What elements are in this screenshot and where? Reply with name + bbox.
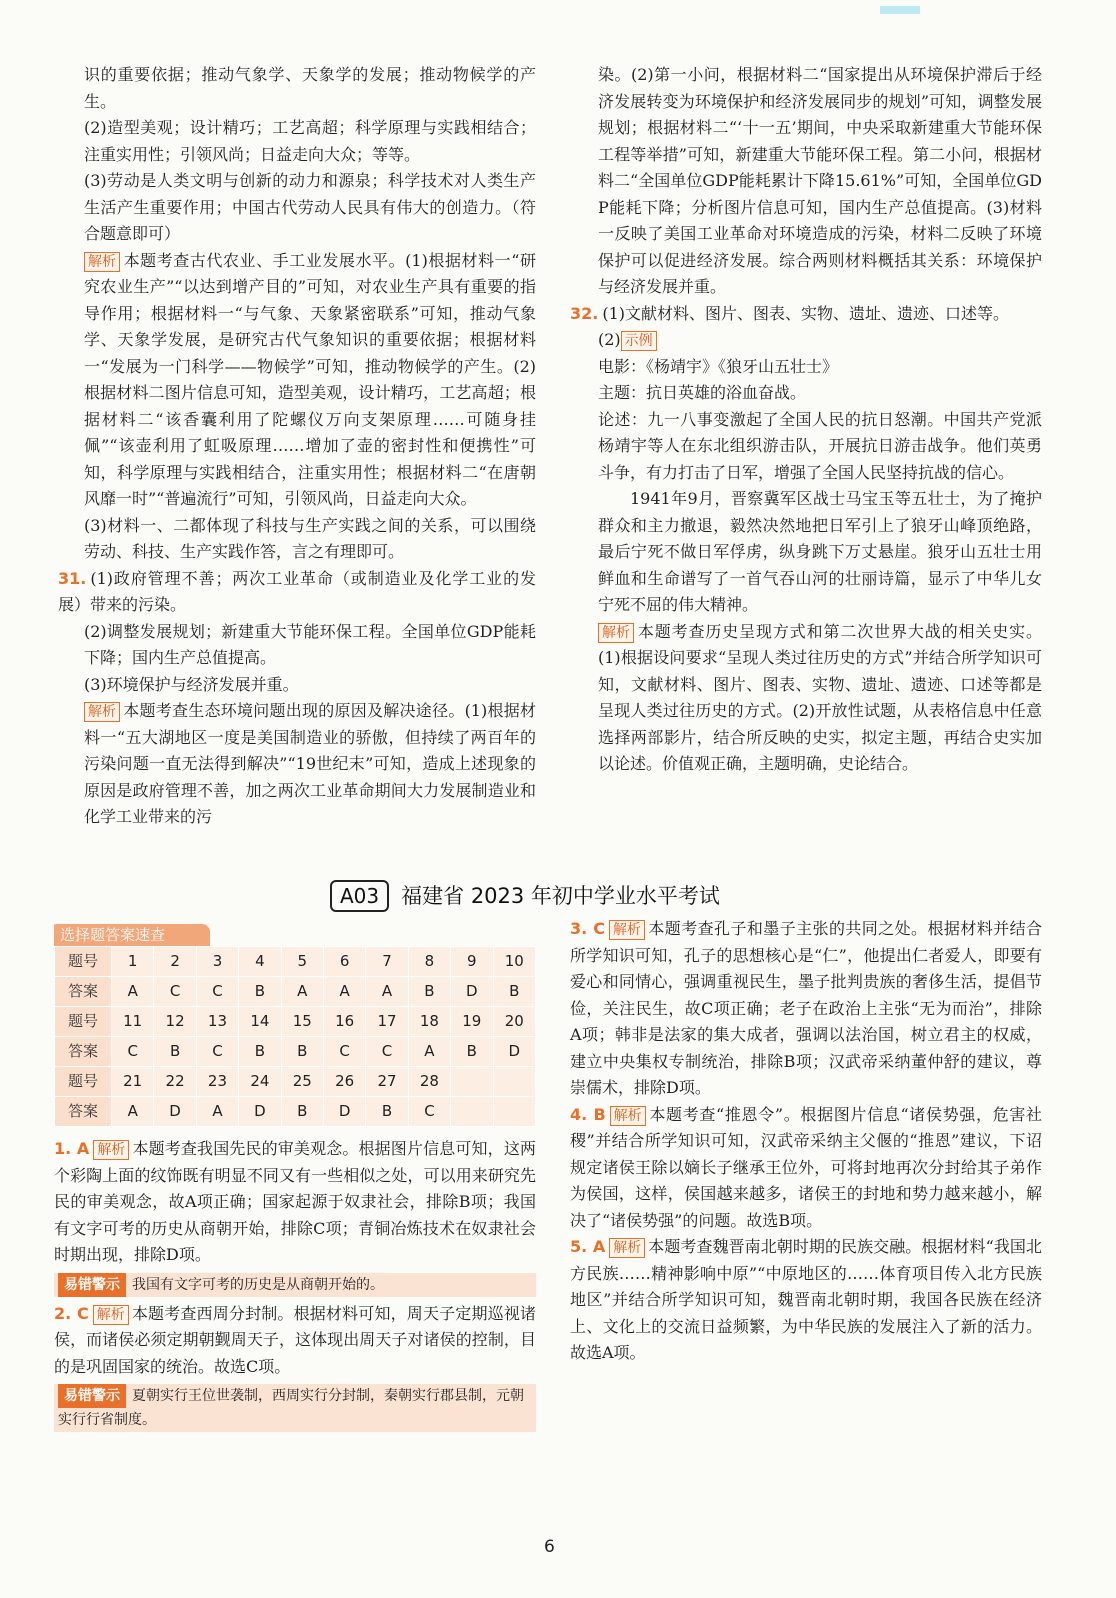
- analysis-tag: 解析: [609, 920, 645, 940]
- answer-table-cell: C: [154, 977, 196, 1007]
- section-code: A03: [330, 880, 389, 912]
- answer-table-cell: C: [196, 1037, 238, 1067]
- answer-table-cell: A: [281, 977, 323, 1007]
- answer-table-cell: 16: [323, 1007, 365, 1037]
- answer-table-cell: 3: [196, 947, 238, 977]
- answer-table-cell: D: [493, 1037, 535, 1067]
- answer-table-cell: 12: [154, 1007, 196, 1037]
- warning-box-2: 易错警示 夏朝实行王位世袭制，西周实行分封制，秦朝实行郡县制，元朝实行行省制度。: [54, 1384, 536, 1432]
- answer-table-cell: C: [323, 1037, 365, 1067]
- answer-table-cell: D: [154, 1097, 196, 1127]
- answer-table-row-label: 答案: [55, 977, 112, 1007]
- answer-table-cell: 20: [493, 1007, 535, 1037]
- answer-table-cell: 8: [408, 947, 450, 977]
- answer-table-row-label: 题号: [55, 1067, 112, 1097]
- answer-table-cell: 7: [366, 947, 408, 977]
- q3-number: 3. C: [570, 919, 605, 938]
- q2-number: 2. C: [54, 1303, 89, 1323]
- answer-table-row: [55, 1097, 536, 1127]
- answer-table-cell: 17: [366, 1007, 408, 1037]
- q30-answer-3: (3)劳动是人类文明与创新的动力和源泉；科学技术对人类生产生活产生重要作用；中国古代劳动人民具有伟大的创造力。（符合题意即可）: [84, 171, 536, 243]
- q31-analysis-cont: 染。(2)第一小问，根据材料二“国家提出从环境保护滞后于经济发展转变为环境保护和经济发展同步的规划”可知，调整发展规划；根据材料二“‘十一五’期间，中央采取新建重大节能环保工程等举措”可知，新建重大节能环保工程。第二小问，根据材料二“全国单位GDP能耗累计下降15.61%”可知，全国单位GDP能耗下降；分析图片信息可知，国内生产总值提高。(3)材料一反映了美国工业革命对环境造成的污染，材料二反映了环境保护可以促进经济发展。综合两则材料概括其关系：环境保护与经济发展并重。: [598, 65, 1042, 296]
- answer-table-cell: 13: [196, 1007, 238, 1037]
- q30-answer-2: (2)造型美观；设计精巧；工艺高超；科学原理与实践相结合；注重实用性；引领风尚；日益走向大众；等等。: [84, 118, 536, 164]
- q32-paragraph-2: 1941年9月，晋察冀军区战士马宝玉等五壮士，为了掩护群众和主力撤退，毅然决然地把日军引上了狼牙山峰顶绝路，最后宁死不做日军俘虏，纵身跳下万丈悬崖。狼牙山五壮士用鲜血和生命谱写了一首气吞山河的壮丽诗篇，显示了中华儿女宁死不屈的伟大精神。: [598, 489, 1042, 614]
- answer-table-row: [55, 1037, 536, 1067]
- analysis-tag: 解析: [93, 1140, 129, 1160]
- answer-table-cell: 22: [154, 1067, 196, 1097]
- q32-number: 32.: [570, 303, 599, 323]
- q31-number: 31.: [58, 568, 87, 588]
- answer-table-cell: B: [239, 977, 281, 1007]
- analysis-tag: 解析: [598, 623, 634, 643]
- analysis-tag: 解析: [84, 252, 120, 272]
- lower-right-column: [570, 916, 1042, 1367]
- answer-table-cell: 9: [451, 947, 493, 977]
- answer-table-cell: B: [281, 1097, 323, 1127]
- answer-table-cell: D: [451, 977, 493, 1007]
- answer-table-cell: A: [112, 977, 154, 1007]
- answer-table-row: [55, 1067, 536, 1097]
- answer-table-cell: 23: [196, 1067, 238, 1097]
- answer-table-cell: B: [239, 1037, 281, 1067]
- q31-answer-3: (3)环境保护与经济发展并重。: [84, 674, 299, 694]
- q32-argument: 论述：九一八事变激起了全国人民的抗日怒潮。中国共产党派杨靖宇等人在东北组织游击队，开展抗日游击战争。他们英勇斗争，有力打击了日军，增强了全国人民坚持抗战的信心。: [598, 409, 1042, 482]
- answer-table-cell: 5: [281, 947, 323, 977]
- answer-table-cell: 25: [281, 1067, 323, 1097]
- answer-table-cell: 27: [366, 1067, 408, 1097]
- q32-answer-2: (2) 示例: [598, 327, 1042, 354]
- section-title: [330, 878, 720, 914]
- q2-analysis: 2. C 解析 本题考查西周分封制。根据材料可知，周天子定期巡视诸侯，而诸侯必须定期朝觐周天子，这体现出周天子对诸侯的控制，目的是巩固国家的统治。故选C项。: [54, 1303, 536, 1376]
- answer-table-cell: A: [196, 1097, 238, 1127]
- answer-table-cell: 15: [281, 1007, 323, 1037]
- q31-answer-1: 31. (1)政府管理不善；两次工业革命（或制造业及化学工业的发展）带来的污染。: [58, 568, 536, 614]
- answer-table-row-label: 答案: [55, 1097, 112, 1127]
- answer-table: [54, 946, 536, 1127]
- section-name: 福建省 2023 年初中学业水平考试: [401, 883, 720, 908]
- q32-analysis: 解析 本题考查历史呈现方式和第二次世界大战的相关史实。(1)根据设问要求“呈现人类过往历史的方式”并结合所学知识可知，文献材料、图片、图表、实物、遗址、遗迹、口述等都是呈现人类过往历史的方式。(2)开放性试题，从表格信息中任意选择两部影片，结合所反映的史实，拟定主题，再结合史实加以论述。价值观正确，主题明确，史论结合。: [598, 621, 1042, 773]
- example-tag: 示例: [621, 331, 657, 351]
- q1-analysis: 1. A 解析 本题考查我国先民的审美观念。根据图片信息可知，这两个彩陶上面的纹饰既有明显不同又有一些相似之处，可以用来研究先民的审美观念，故A项正确；国家起源于奴隶社会，排除B项；我国有文字可考的历史从商朝开始，排除C项；青铜冶炼技术在奴隶社会时期出现，排除D项。: [54, 1139, 536, 1264]
- answer-table-cell: 2: [154, 947, 196, 977]
- q4-number: 4. B: [570, 1104, 606, 1124]
- answer-table-row-label: 题号: [55, 947, 112, 977]
- upper-left-column: [58, 62, 536, 831]
- answer-table-cell: 24: [239, 1067, 281, 1097]
- answer-table-cell: 28: [408, 1067, 450, 1097]
- warning-badge: 易错警示: [58, 1273, 126, 1297]
- answer-table-cell: 19: [451, 1007, 493, 1037]
- q31-answer-2: (2)调整发展规划；新建重大节能环保工程。全国单位GDP能耗下降；国内生产总值提高。: [84, 621, 536, 667]
- answer-table-cell: B: [281, 1037, 323, 1067]
- answer-table-cell: 11: [112, 1007, 154, 1037]
- answer-table-cell: 14: [239, 1007, 281, 1037]
- answer-table-cell: C: [408, 1097, 450, 1127]
- q32-theme: 主题：抗日英雄的浴血奋战。: [598, 383, 807, 402]
- answer-table-cell: A: [366, 977, 408, 1007]
- q30-answer-1: 识的重要依据；推动气象学、天象学的发展；推动物候学的产生。: [84, 65, 536, 111]
- lower-left-column: [54, 1136, 536, 1436]
- answer-table-cell: D: [323, 1097, 365, 1127]
- page-number: 6: [544, 1537, 555, 1557]
- analysis-tag: 解析: [84, 702, 120, 722]
- answer-table-cell: A: [112, 1097, 154, 1127]
- analysis-tag: 解析: [610, 1106, 646, 1126]
- answer-table-row: [55, 977, 536, 1007]
- q5-analysis: 5. A 解析 本题考查魏晋南北朝时期的民族交融。根据材料“我国北方民族……精神影响中原”“中原地区的……体育项目传入北方民族地区”并结合所学知识可知，魏晋南北朝时期，我国各民族在经济上、文化上的交流日益频繁，为中华民族的发展注入了新的活力。故选A项。: [570, 1237, 1042, 1362]
- answer-table-cell: C: [196, 977, 238, 1007]
- answer-table-cell: [451, 1067, 493, 1097]
- answer-table-cell: 21: [112, 1067, 154, 1097]
- answer-table-cell: 4: [239, 947, 281, 977]
- answer-table-cell: A: [323, 977, 365, 1007]
- answer-table-cell: B: [493, 977, 535, 1007]
- q32-film: 电影：《杨靖宇》《狼牙山五壮士》: [598, 356, 839, 376]
- q32-answer-1: 32. (1)文献材料、图片、图表、实物、遗址、遗迹、口述等。: [570, 303, 1010, 323]
- answer-table-cell: 18: [408, 1007, 450, 1037]
- answer-table-cell: 6: [323, 947, 365, 977]
- answer-table-cell: B: [451, 1037, 493, 1067]
- answer-table-row-label: 答案: [55, 1037, 112, 1067]
- q30-analysis: 解析 本题考查古代农业、手工业发展水平。(1)根据材料一“研究农业生产”“以达到增产目的”可知，对农业生产具有重要的指导作用；根据材料一“与气象、天象紧密联系”可知，推动气象学、天象学发展，是研究古代气象知识的重要依据；根据材料一“发展为一门科学——物候学”可知，推动物候学的产生。(2)根据材料二图片信息可知，造型美观，设计精巧，工艺高超；根据材料二“该香囊利用了陀螺仪万向支架原理……可随身挂佩”“该壶利用了虹吸原理……增加了壶的密封性和便携性”可知，科学原理与实践相结合，注重实用性；根据材料二“在唐朝风靡一时”“普遍流行”可知，引领风尚，日益走向大众。: [84, 250, 536, 508]
- answer-table-cell: B: [154, 1037, 196, 1067]
- top-decoration: [880, 6, 920, 14]
- answer-table-cell: [493, 1097, 535, 1127]
- answer-table-row-label: 题号: [55, 1007, 112, 1037]
- answer-table-row: [55, 947, 536, 977]
- answer-table-cell: C: [366, 1037, 408, 1067]
- analysis-tag: 解析: [609, 1238, 645, 1258]
- answer-table-cell: [493, 1067, 535, 1097]
- q4-analysis: 4. B 解析 本题考查“推恩令”。根据图片信息“诸侯势强，危害社稷”并结合所学知识可知，汉武帝采纳主父偃的“推恩”建议，下诏规定诸侯王除以嫡长子继承王位外，可将封地再次分封给其子弟作为侯国，这样，侯国越来越多，诸侯王的封地和势力越来越小，解决了“诸侯势强”的问题。故选B项。: [570, 1104, 1042, 1230]
- analysis-tag: 解析: [93, 1305, 129, 1325]
- answer-table-cell: B: [408, 977, 450, 1007]
- answer-table-cell: C: [112, 1037, 154, 1067]
- quick-check-title: 选择题答案速查: [54, 924, 210, 946]
- upper-right-column: [570, 62, 1042, 778]
- answer-table-cell: B: [366, 1097, 408, 1127]
- answer-table-row: [55, 1007, 536, 1037]
- q5-number: 5. A: [570, 1237, 606, 1256]
- warning-box-1: 易错警示 我国有文字可考的历史是从商朝开始的。: [54, 1273, 536, 1297]
- answer-table-cell: D: [239, 1097, 281, 1127]
- q30-analysis-3: (3)材料一、二都体现了科技与生产实践之间的关系，可以围绕劳动、科技、生产实践作答，言之有理即可。: [84, 515, 536, 561]
- q31-analysis: 解析 本题考查生态环境问题出现的原因及解决途径。(1)根据材料一“五大湖地区一度是美国制造业的骄傲，但持续了两百年的污染问题一直无法得到解决”“19世纪末”可知，造成上述现象的原因是政府管理不善，加之两次工业革命期间大力发展制造业和化学工业带来的污: [84, 701, 536, 826]
- answer-table-cell: [451, 1097, 493, 1127]
- q1-number: 1. A: [54, 1139, 90, 1158]
- answer-table-cell: 1: [112, 947, 154, 977]
- q3-analysis: 3. C 解析 本题考查孔子和墨子主张的共同之处。根据材料并结合所学知识可知，孔子的思想核心是“仁”，他提出仁者爱人，即要有爱心和同情心，强调重视民生，墨子批判贵族的奢侈生活，提倡节俭，关注民生，故C项正确；老子在政治上主张“无为而治”，排除A项；韩非是法家的集大成者，强调以法治国，树立君主的权威，建立中央集权专制统治，排除B项；汉武帝采纳董仲舒的建议，尊崇儒术，排除D项。: [570, 919, 1042, 1097]
- warning-badge: 易错警示: [58, 1384, 126, 1408]
- answer-table-cell: A: [408, 1037, 450, 1067]
- answer-table-cell: 10: [493, 947, 535, 977]
- answer-table-cell: 26: [323, 1067, 365, 1097]
